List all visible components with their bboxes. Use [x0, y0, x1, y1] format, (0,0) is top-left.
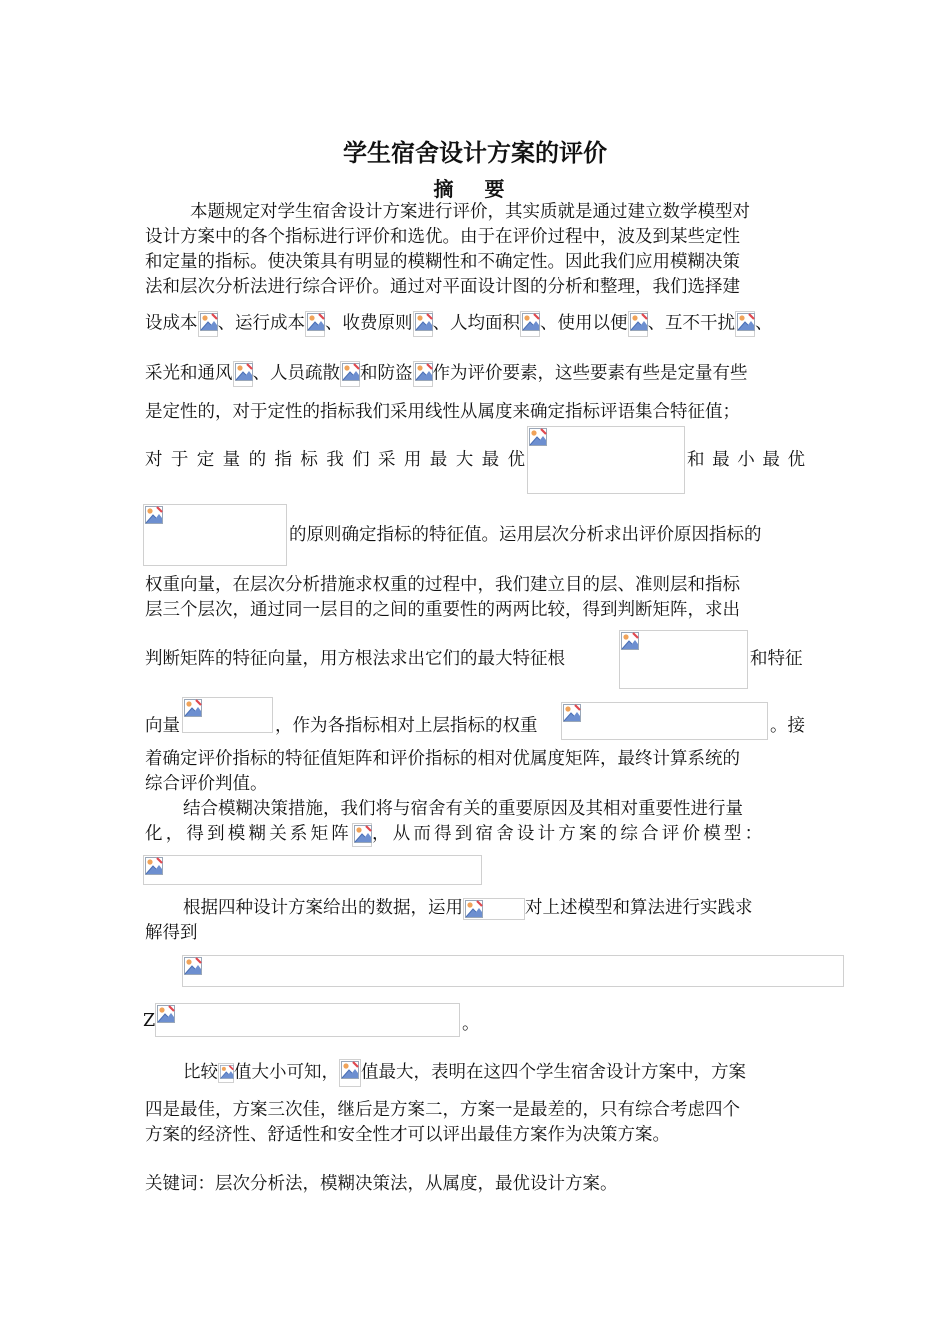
text-segment: 、收费原则 — [325, 313, 413, 334]
char: 优 — [787, 450, 805, 470]
p1-line-6 — [145, 361, 748, 387]
char: 标 — [300, 450, 318, 470]
char: 优 — [507, 450, 525, 470]
char: 指 — [274, 450, 292, 470]
char: 我 — [326, 450, 344, 470]
broken-image-icon — [305, 311, 325, 337]
text-segment: 值最大，表明在这四个学生宿舍设计方案中，方案 — [361, 1062, 746, 1083]
text-segment: 、人员疏散 — [252, 363, 340, 384]
broken-image-icon — [520, 311, 540, 337]
broken-image-icon — [340, 361, 360, 387]
text-segment: 、互不干扰 — [647, 313, 735, 334]
p1-line-7: 是定性的，对于定性的指标我们采用线性从属度来确定指标评语集合特征值； — [145, 402, 740, 422]
broken-image-icon — [198, 311, 218, 337]
p1-line-8b — [687, 448, 805, 472]
abstract-heading: 摘 要 — [433, 177, 517, 201]
broken-image-icon — [182, 955, 844, 987]
broken-image-icon — [218, 1063, 234, 1083]
broken-image-icon — [143, 855, 482, 885]
p4-line-1 — [183, 1059, 746, 1087]
char: 们 — [352, 450, 370, 470]
char: 量 — [222, 450, 241, 470]
p1-line-13a: 向量 — [145, 716, 180, 736]
p1-line-2: 设计方案中的各个指标进行评价和选优。由于在评价过程中，波及到某些定性 — [145, 227, 740, 247]
broken-image-icon — [182, 697, 273, 733]
char: 的 — [248, 450, 267, 470]
broken-image-icon — [527, 426, 685, 494]
p1-line-3: 和定量的指标。使决策具有明显的模糊性和不确定性。因此我们应用模糊决策 — [145, 252, 740, 272]
text-segment: 化，得到模糊关系矩阵 — [145, 824, 352, 844]
p3-line-1 — [183, 896, 753, 920]
p1-line-9: 的原则确定指标的特征值。运用层次分析求出评价原因指标的 — [289, 525, 762, 545]
text-segment: 和防盗 — [360, 363, 413, 384]
p3-line-2: 解得到 — [145, 923, 198, 943]
char: 小 — [737, 450, 755, 470]
p1-line-1: 本题规定对学生宿舍设计方案进行评价，其实质就是通过建立数学模型对 — [190, 202, 750, 222]
p4-line-3: 方案的经济性、舒适性和安全性才可以评出最佳方案作为决策方案。 — [145, 1125, 670, 1145]
char: 定 — [196, 450, 215, 470]
p1-line-4: 法和层次分析法进行综合评价。通过对平面设计图的分析和整理，我们选择建 — [145, 277, 740, 297]
broken-image-icon — [628, 311, 648, 337]
p1-line-12b: 和特征 — [750, 649, 803, 669]
p2-line-1: 结合模糊决策措施，我们将与宿舍有关的重要原因及其相对重要性进行量 — [183, 799, 743, 819]
char: 和 — [687, 450, 705, 470]
p1-line-12a: 判断矩阵的特征向量，用方根法求出它们的最大特征根 — [145, 649, 565, 669]
text-segment: 对上述模型和算法进行实践求 — [525, 898, 753, 918]
char: 最 — [712, 450, 730, 470]
char: 对 — [145, 450, 163, 470]
p1-line-11: 层三个层次，通过同一层目的之间的重要性的两两比较，得到判断矩阵，求出 — [145, 600, 740, 620]
char: 于 — [170, 450, 189, 470]
text-segment: 设成本 — [145, 313, 198, 334]
z-suffix: 。 — [462, 1014, 480, 1034]
text-segment: 、运行成本 — [217, 313, 305, 334]
char: 用 — [403, 450, 422, 470]
broken-image-icon — [735, 311, 755, 337]
char: 最 — [762, 450, 780, 470]
keywords: 关键词：层次分析法，模糊决策法，从属度，最优设计方案。 — [145, 1174, 618, 1194]
text-segment: 作为评价要素，这些要素有些是定量有些 — [432, 363, 748, 384]
p1-line-8a — [145, 448, 525, 472]
broken-image-icon — [413, 311, 433, 337]
p1-line-13b: ，作为各指标相对上层指标的权重 — [275, 716, 538, 736]
text-segment: ，从而得到宿舍设计方案的综合评价模型： — [372, 824, 766, 844]
char: 采 — [378, 450, 396, 470]
broken-image-icon — [339, 1059, 361, 1087]
char: 大 — [455, 450, 474, 470]
broken-image-icon — [463, 898, 525, 920]
broken-image-icon — [143, 504, 287, 566]
text-segment: 、使用以便 — [540, 313, 628, 334]
text-segment: 比较 — [183, 1062, 218, 1083]
text-segment: 值大小可知， — [234, 1062, 339, 1083]
broken-image-icon — [233, 361, 253, 387]
broken-image-icon — [561, 702, 768, 740]
z-prefix: Z — [143, 1011, 156, 1031]
broken-image-icon — [619, 630, 748, 689]
broken-image-icon — [155, 1003, 460, 1037]
document-title: 学生宿舍设计方案的评价 — [343, 139, 607, 167]
broken-image-icon — [413, 361, 433, 387]
p1-line-5 — [145, 311, 773, 337]
p1-line-13c: 。接 — [770, 716, 805, 736]
text-segment: 采光和通风 — [145, 363, 233, 384]
char: 最 — [481, 450, 500, 470]
text-segment: 、人均面积 — [432, 313, 520, 334]
char: 最 — [429, 450, 448, 470]
p2-line-2 — [145, 822, 765, 847]
p4-line-2: 四是最佳，方案三次佳，继后是方案二，方案一是最差的，只有综合考虑四个 — [145, 1100, 740, 1120]
broken-image-icon — [352, 823, 372, 847]
text-segment: 、 — [755, 313, 773, 334]
p1-line-10: 权重向量，在层次分析措施求权重的过程中，我们建立目的层、准则层和指标 — [145, 575, 740, 595]
p1-line-14: 着确定评价指标的特征值矩阵和评价指标的相对优属度矩阵，最终计算系统的 — [145, 749, 740, 769]
text-segment: 根据四种设计方案给出的数据，运用 — [183, 898, 463, 918]
p1-line-15: 综合评价判值。 — [145, 774, 268, 794]
